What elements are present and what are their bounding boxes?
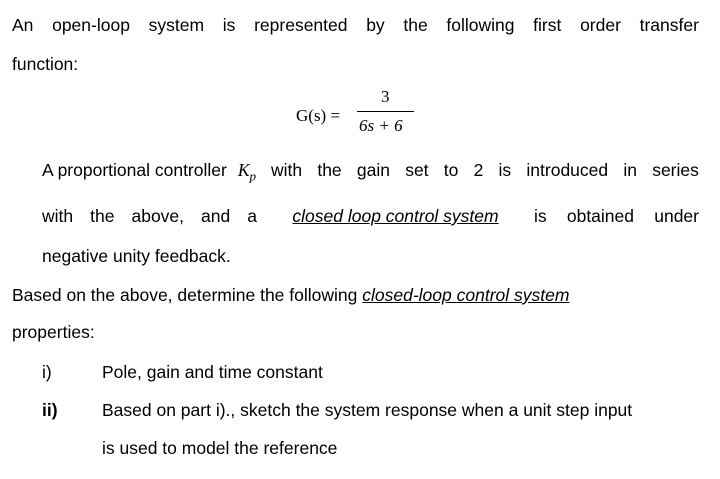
- intro-line1-word: represented: [254, 15, 348, 35]
- para2-line1-after-word: introduced: [526, 160, 609, 180]
- intro-line1-word: the: [403, 15, 428, 35]
- equation-numerator: 3: [381, 87, 390, 106]
- para3-line-2: properties:: [12, 322, 95, 342]
- para2-line1-after-word: the: [317, 160, 342, 180]
- para2-line2-before-word: and: [201, 206, 231, 226]
- para2-line1-after-word: 2: [473, 160, 484, 180]
- kp-symbol: [238, 160, 256, 185]
- para2-line2-before-word: with: [42, 206, 74, 226]
- intro-line1-word: order: [580, 15, 621, 35]
- fraction-bar: [357, 111, 414, 112]
- para2-line1-after: [271, 160, 699, 185]
- para2-line1-before: A proportional controller: [42, 160, 227, 180]
- intro-line-1: [12, 15, 699, 36]
- kp-subscript: p: [249, 168, 256, 184]
- intro-line1-word: transfer: [639, 15, 699, 35]
- para2-line2-after-word: obtained: [566, 206, 635, 226]
- intro-line1-word: by: [366, 15, 385, 35]
- kp-letter: K: [237, 160, 250, 180]
- closed-loop-link-2: closed-loop control system: [362, 285, 570, 305]
- intro-line1-word: is: [222, 15, 236, 35]
- para2-line-2: [42, 206, 699, 227]
- intro-line1-word: following: [446, 15, 515, 35]
- item-2-text-line-1: Based on part i)., sketch the system response when a unit step input: [102, 400, 633, 420]
- intro-line1-word: system: [148, 15, 205, 35]
- intro-line1-word: An: [12, 15, 34, 35]
- para2-line1-after-word: set: [405, 160, 429, 180]
- item-2-marker: ii): [42, 400, 58, 420]
- para2-line-1: [42, 160, 699, 185]
- para2-line2-before-word: a: [247, 206, 257, 226]
- intro-line1-word: first: [533, 15, 562, 35]
- para2-line1-after-word: is: [498, 160, 512, 180]
- para2-line2-after-word: is: [534, 206, 547, 226]
- para2-line2-before-word: the: [90, 206, 115, 226]
- para3-line-1: [12, 285, 569, 306]
- equation-denominator: [359, 116, 403, 136]
- denominator-text: 6s + 6: [359, 116, 403, 135]
- para2-line2-after-word: under: [654, 206, 699, 226]
- para2-line2-after: [534, 206, 699, 227]
- intro-line-2: function:: [12, 54, 79, 74]
- item-1-text: Pole, gain and time constant: [102, 362, 323, 382]
- para2-line1-after-word: gain: [356, 160, 390, 180]
- item-2-text-line-2: is used to model the reference: [102, 438, 338, 458]
- closed-loop-link: closed loop control system: [292, 206, 499, 226]
- para2-line2-before-word: above,: [131, 206, 185, 226]
- para2-line-3: negative unity feedback.: [42, 246, 231, 266]
- para2-line2-before: [42, 206, 257, 227]
- para2-line1-after-word: to: [443, 160, 459, 180]
- intro-line1-word: open-loop: [52, 15, 130, 35]
- para2-line1-after-word: with: [270, 160, 303, 180]
- para2-line1-after-word: series: [652, 160, 699, 180]
- para2-line1-after-word: in: [623, 160, 637, 180]
- item-1-marker: i): [42, 362, 52, 382]
- para3-line1-text: Based on the above, determine the following: [12, 285, 358, 305]
- equation-lhs: G(s) =: [296, 106, 341, 125]
